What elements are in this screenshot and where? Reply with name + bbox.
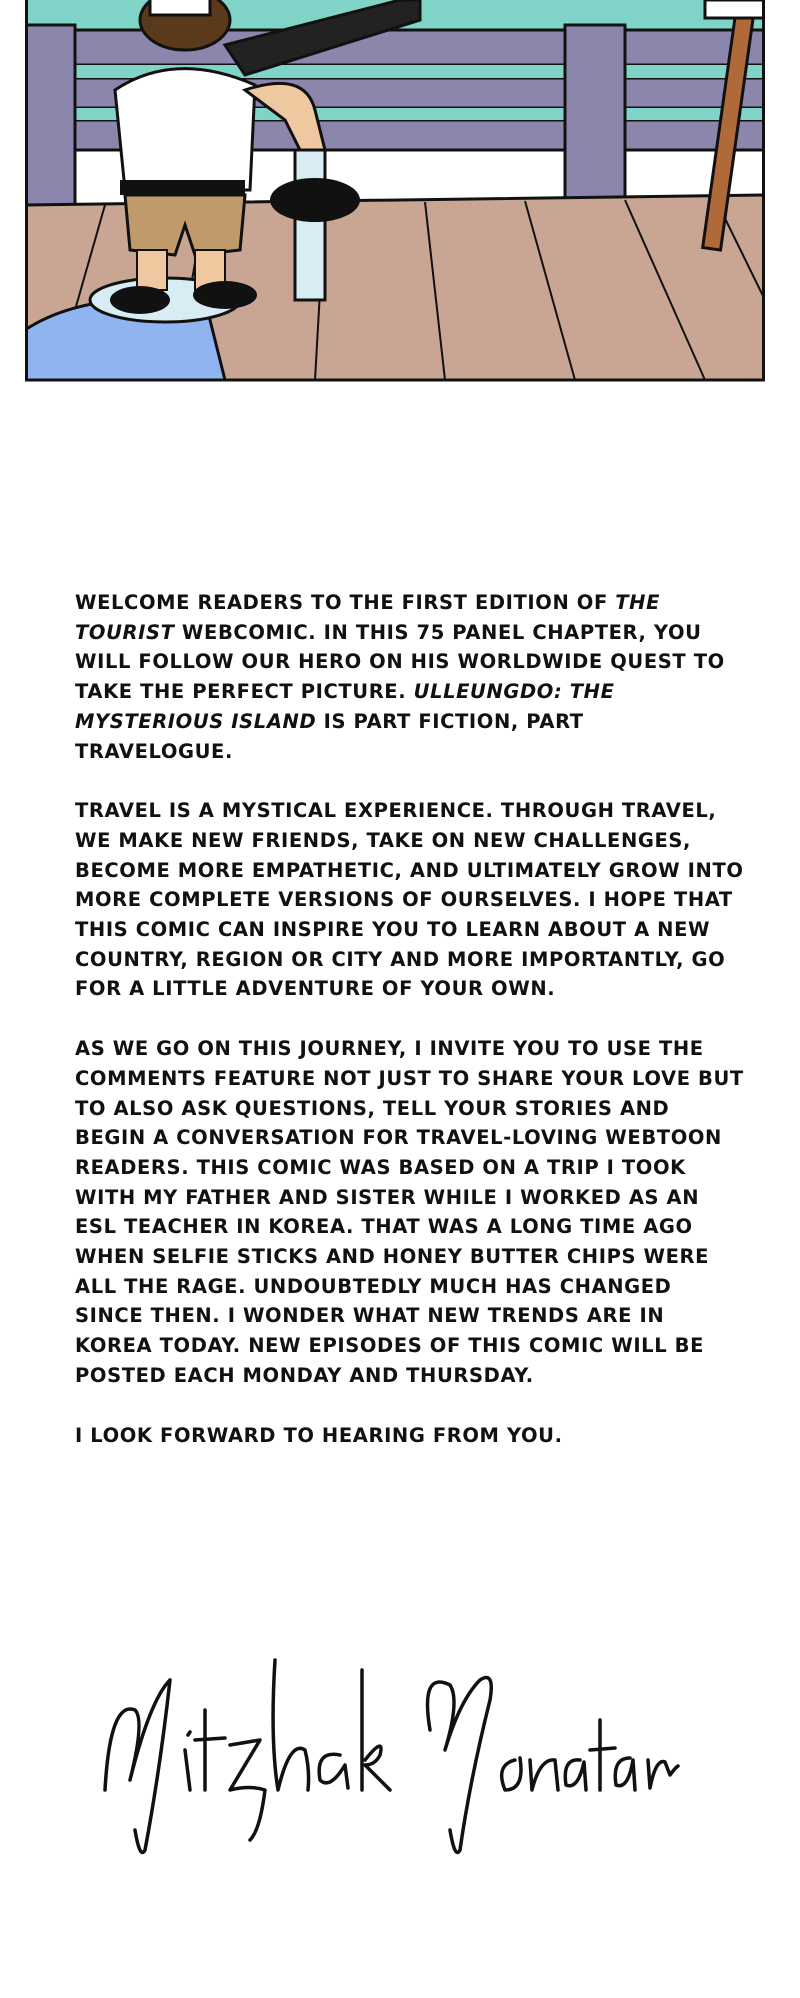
comic-title: THE TOURIST — [75, 591, 661, 644]
welcome-letter — [75, 588, 745, 1480]
letter-paragraph-1 — [75, 588, 745, 766]
letter-paragraph-3: AS WE GO ON THIS JOURNEY, I INVITE YOU TO USE THE COMMENTS FEATURE NOT JUST TO SHARE YOUR LOVE BUT TO ALSO ASK QUESTIONS, TELL YOUR STORIES AND BEGIN A CONVERSATION FOR TRAVEL-LOVING WEBTOON READERS. THIS COMIC WAS BASED ON A TRIP I TOOK WITH MY FATHER AND SISTER WHILE I WORKED AS AN ESL TEACHER IN KOREA. THAT WAS A LONG TIME AGO WHEN SELFIE STICKS AND HONEY BUTTER CHIPS WERE ALL THE RAGE. UNDOUBTEDLY MUCH HAS CHANGED SINCE THEN. I WONDER WHAT NEW TRENDS ARE IN KOREA TODAY. NEW EPISODES OF THIS COMIC WILL BE POSTED EACH MONDAY AND THURSDAY. — [75, 1037, 744, 1387]
tourist-illustration — [25, 0, 765, 390]
comic-panel — [25, 0, 765, 390]
letter-text: WELCOME READERS TO THE FIRST EDITION OF — [75, 591, 616, 614]
letter-text: WEBCOMIC. IN THIS 75 PANEL CHAPTER, YOU WILL FOLLOW OUR HERO ON HIS WORLDWIDE QUEST TO TAKE THE PERFECT PICTURE. — [75, 620, 725, 704]
letter-paragraph-4: I LOOK FORWARD TO HEARING FROM YOU. — [75, 1423, 563, 1447]
letter-text: IS PART FICTION, PART TRAVELOGUE. — [75, 709, 584, 763]
chapter-title: ULLEUNGDO: THE MYSTERIOUS ISLAND — [75, 680, 615, 733]
letter-paragraph-2: TRAVEL IS A MYSTICAL EXPERIENCE. THROUGH TRAVEL, WE MAKE NEW FRIENDS, TAKE ON NEW CHALLENGES, BECOME MORE EMPATHETIC, AND ULTIMATELY GROW INTO MORE COMPLETE VERSIONS OF OURSELVES. I HOPE THAT THIS COMIC CAN INSPIRE YOU TO LEARN ABOUT A NEW COUNTRY, REGION OR CITY AND MORE IMPORTANTLY, GO FOR A LITTLE ADVENTURE OF YOUR OWN. — [75, 799, 744, 1001]
handwritten-signature — [100, 1640, 680, 1860]
